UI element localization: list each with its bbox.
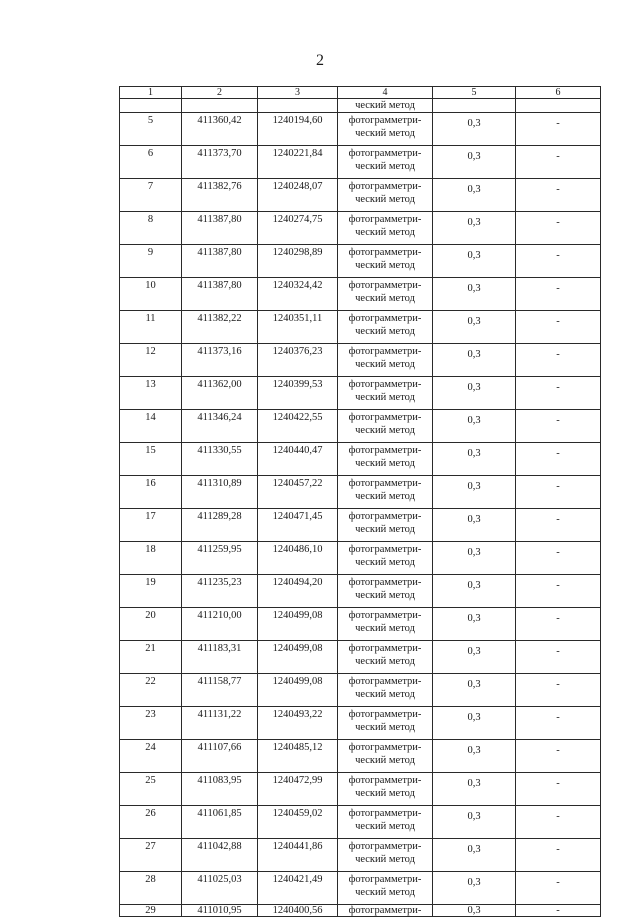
method-cell [338, 806, 433, 839]
table-row [120, 905, 601, 917]
method-cell [338, 278, 433, 311]
note-cell: - [516, 740, 601, 773]
y-coordinate-cell: 1240494,20 [258, 575, 338, 608]
x-coordinate-cell: 411131,22 [182, 707, 258, 740]
method-line-1: фотограмметри- [348, 412, 422, 423]
x-coordinate-cell: 411360,42 [182, 113, 258, 146]
note-cell: - [516, 575, 601, 608]
x-coordinate-cell: 411183,31 [182, 641, 258, 674]
table-row [120, 773, 601, 806]
y-coordinate-cell: 1240400,56 [258, 905, 338, 917]
note-cell: - [516, 509, 601, 542]
error-cell: 0,3 [433, 344, 516, 377]
method-cell [338, 212, 433, 245]
y-coordinate-cell: 1240298,89 [258, 245, 338, 278]
point-number-cell: 6 [120, 146, 182, 179]
point-number-cell: 27 [120, 839, 182, 872]
x-coordinate-cell: 411107,66 [182, 740, 258, 773]
method-line-1: фотограмметри- [348, 643, 422, 654]
table-row [120, 806, 601, 839]
method-line-2: ческий метод [355, 326, 415, 337]
x-coordinate-cell: 411373,16 [182, 344, 258, 377]
method-line-2: ческий метод [355, 557, 415, 568]
method-line-1: фотограмметри- [348, 313, 422, 324]
y-coordinate-cell: 1240248,07 [258, 179, 338, 212]
y-coordinate-cell: 1240459,02 [258, 806, 338, 839]
method-cell [338, 773, 433, 806]
note-cell: - [516, 113, 601, 146]
method-line-1: фотограмметри- [348, 478, 422, 489]
method-cell [338, 179, 433, 212]
header-cell: 5 [433, 87, 516, 99]
method-line-1: фотограмметри- [348, 610, 422, 621]
method-cell [338, 113, 433, 146]
note-cell: - [516, 542, 601, 575]
method-line-1: фотограмметри- [348, 445, 422, 456]
table-row [120, 542, 601, 575]
method-cell [338, 146, 433, 179]
table-row [120, 707, 601, 740]
x-coordinate-cell: 411387,80 [182, 212, 258, 245]
point-number-cell: 24 [120, 740, 182, 773]
x-coordinate-cell: 411310,89 [182, 476, 258, 509]
table-row [120, 212, 601, 245]
point-number-cell: 16 [120, 476, 182, 509]
method-line-2: ческий метод [355, 425, 415, 436]
x-coordinate-cell: 411210,00 [182, 608, 258, 641]
y-coordinate-cell: 1240274,75 [258, 212, 338, 245]
method-line-1: фотограмметри- [348, 676, 422, 687]
point-number-cell: 19 [120, 575, 182, 608]
table-row [120, 839, 601, 872]
y-coordinate-cell: 1240399,53 [258, 377, 338, 410]
table-row [120, 575, 601, 608]
table-row [120, 641, 601, 674]
error-cell: 0,3 [433, 146, 516, 179]
x-coordinate-cell: 411330,55 [182, 443, 258, 476]
y-coordinate-cell: 1240351,11 [258, 311, 338, 344]
method-line-2: ческий метод [355, 623, 415, 634]
x-coordinate-cell: 411346,24 [182, 410, 258, 443]
note-cell: - [516, 905, 601, 917]
note-cell: - [516, 773, 601, 806]
note-cell: - [516, 476, 601, 509]
x-coordinate-cell: 411382,76 [182, 179, 258, 212]
method-line-2: ческий метод [355, 293, 415, 304]
method-line-1: фотограмметри- [348, 214, 422, 225]
error-cell: 0,3 [433, 377, 516, 410]
table-row [120, 344, 601, 377]
y-coordinate-cell: 1240499,08 [258, 674, 338, 707]
table-row [120, 377, 601, 410]
note-cell: - [516, 344, 601, 377]
table-row [120, 674, 601, 707]
method-line-2: ческий метод [355, 491, 415, 502]
note-cell: - [516, 311, 601, 344]
note-cell: - [516, 872, 601, 905]
x-coordinate-cell: 411259,95 [182, 542, 258, 575]
point-number-cell: 23 [120, 707, 182, 740]
note-cell: - [516, 443, 601, 476]
y-coordinate-cell: 1240194,60 [258, 113, 338, 146]
method-line-1: фотограмметри- [348, 742, 422, 753]
method-line-2: ческий метод [355, 458, 415, 469]
method-line-2: ческий метод [355, 260, 415, 271]
header-cell: 2 [182, 87, 258, 99]
table-row [120, 278, 601, 311]
y-coordinate-cell: 1240493,22 [258, 707, 338, 740]
method-line-2: ческий метод [355, 821, 415, 832]
y-coordinate-cell: 1240422,55 [258, 410, 338, 443]
method-line-2: ческий метод [355, 887, 415, 898]
note-cell: - [516, 410, 601, 443]
table-cell [258, 99, 338, 113]
error-cell: 0,3 [433, 179, 516, 212]
header-cell: 3 [258, 87, 338, 99]
method-cell [338, 641, 433, 674]
y-coordinate-cell: 1240485,12 [258, 740, 338, 773]
y-coordinate-cell: 1240376,23 [258, 344, 338, 377]
point-number-cell: 28 [120, 872, 182, 905]
y-coordinate-cell: 1240457,22 [258, 476, 338, 509]
method-line-2: ческий метод [355, 359, 415, 370]
error-cell: 0,3 [433, 641, 516, 674]
point-number-cell: 14 [120, 410, 182, 443]
error-cell: 0,3 [433, 773, 516, 806]
method-line-2: ческий метод [355, 194, 415, 205]
x-coordinate-cell: 411362,00 [182, 377, 258, 410]
error-cell: 0,3 [433, 278, 516, 311]
note-cell: - [516, 146, 601, 179]
note-cell: - [516, 608, 601, 641]
x-coordinate-cell: 411387,80 [182, 245, 258, 278]
error-cell: 0,3 [433, 245, 516, 278]
x-coordinate-cell: 411373,70 [182, 146, 258, 179]
method-cell [338, 344, 433, 377]
y-coordinate-cell: 1240499,08 [258, 608, 338, 641]
method-cell: фотограмметри- [338, 905, 433, 917]
table-cell [182, 99, 258, 113]
method-cell [338, 608, 433, 641]
error-cell: 0,3 [433, 113, 516, 146]
method-cell [338, 377, 433, 410]
x-coordinate-cell: 411387,80 [182, 278, 258, 311]
table-row [120, 311, 601, 344]
error-cell: 0,3 [433, 806, 516, 839]
method-line-2: ческий метод [355, 392, 415, 403]
note-cell: - [516, 179, 601, 212]
point-number-cell: 8 [120, 212, 182, 245]
table-row [120, 740, 601, 773]
y-coordinate-cell: 1240221,84 [258, 146, 338, 179]
table-cell [433, 99, 516, 113]
method-cell [338, 245, 433, 278]
error-cell: 0,3 [433, 839, 516, 872]
method-cell [338, 707, 433, 740]
note-cell: - [516, 674, 601, 707]
method-cell [338, 410, 433, 443]
error-cell: 0,3 [433, 542, 516, 575]
method-line-1: фотограмметри- [348, 115, 422, 126]
point-number-cell: 22 [120, 674, 182, 707]
x-coordinate-cell: 411083,95 [182, 773, 258, 806]
method-line-1: фотограмметри- [348, 379, 422, 390]
point-number-cell: 20 [120, 608, 182, 641]
method-cell [338, 509, 433, 542]
point-number-cell: 25 [120, 773, 182, 806]
table-row [120, 476, 601, 509]
y-coordinate-cell: 1240441,86 [258, 839, 338, 872]
table-row [120, 146, 601, 179]
method-line-2: ческий метод [355, 722, 415, 733]
page-number: 2 [316, 52, 324, 69]
x-coordinate-cell: 411289,28 [182, 509, 258, 542]
method-line-1: фотограмметри- [348, 511, 422, 522]
method-line-2: ческий метод [355, 227, 415, 238]
header-cell: 6 [516, 87, 601, 99]
y-coordinate-cell: 1240499,08 [258, 641, 338, 674]
table-row [120, 872, 601, 905]
header-cell: 1 [120, 87, 182, 99]
note-cell: - [516, 212, 601, 245]
error-cell: 0,3 [433, 674, 516, 707]
method-line-1: фотограмметри- [348, 181, 422, 192]
method-line-2: ческий метод [355, 689, 415, 700]
error-cell: 0,3 [433, 707, 516, 740]
error-cell: 0,3 [433, 608, 516, 641]
method-line-1: фотограмметри- [348, 874, 422, 885]
table-row [120, 509, 601, 542]
point-number-cell: 5 [120, 113, 182, 146]
table-row [120, 245, 601, 278]
error-cell: 0,3 [433, 740, 516, 773]
x-coordinate-cell: 411382,22 [182, 311, 258, 344]
method-line-2: ческий метод [355, 524, 415, 535]
x-coordinate-cell: 411158,77 [182, 674, 258, 707]
header-cell: 4 [338, 87, 433, 99]
error-cell: 0,3 [433, 311, 516, 344]
method-line-1: фотограмметри- [348, 841, 422, 852]
point-number-cell: 18 [120, 542, 182, 575]
table-row [120, 113, 601, 146]
table-cell [516, 99, 601, 113]
table-row [120, 179, 601, 212]
method-line-1: фотограмметри- [348, 808, 422, 819]
note-cell: - [516, 641, 601, 674]
error-cell: 0,3 [433, 410, 516, 443]
note-cell: - [516, 377, 601, 410]
method-line-1: фотограмметри- [348, 346, 422, 357]
error-cell: 0,3 [433, 476, 516, 509]
y-coordinate-cell: 1240472,99 [258, 773, 338, 806]
method-cell [338, 476, 433, 509]
method-cell [338, 311, 433, 344]
method-line-2: ческий метод [355, 128, 415, 139]
method-line-1: фотограмметри- [348, 577, 422, 588]
error-cell: 0,3 [433, 575, 516, 608]
error-cell: 0,3 [433, 509, 516, 542]
method-cell: ческий метод [338, 99, 433, 113]
y-coordinate-cell: 1240471,45 [258, 509, 338, 542]
y-coordinate-cell: 1240486,10 [258, 542, 338, 575]
method-line-2: ческий метод [355, 788, 415, 799]
method-line-1: фотограмметри- [348, 775, 422, 786]
point-number-cell: 29 [120, 905, 182, 917]
x-coordinate-cell: 411061,85 [182, 806, 258, 839]
method-line-2: ческий метод [355, 755, 415, 766]
table-row [120, 410, 601, 443]
method-line-1: фотограмметри- [348, 247, 422, 258]
method-line-1: фотограмметри- [348, 148, 422, 159]
table-cell [120, 99, 182, 113]
point-number-cell: 11 [120, 311, 182, 344]
note-cell: - [516, 839, 601, 872]
point-number-cell: 12 [120, 344, 182, 377]
coordinates-table [119, 86, 601, 917]
error-cell: 0,3 [433, 872, 516, 905]
method-cell [338, 740, 433, 773]
point-number-cell: 7 [120, 179, 182, 212]
method-line-2: ческий метод [355, 161, 415, 172]
error-cell: 0,3 [433, 905, 516, 917]
method-cell [338, 542, 433, 575]
x-coordinate-cell: 411010,95 [182, 905, 258, 917]
x-coordinate-cell: 411235,23 [182, 575, 258, 608]
point-number-cell: 17 [120, 509, 182, 542]
method-line-2: ческий метод [355, 854, 415, 865]
x-coordinate-cell: 411025,03 [182, 872, 258, 905]
note-cell: - [516, 806, 601, 839]
method-cell [338, 839, 433, 872]
method-line-1: фотограмметри- [348, 544, 422, 555]
point-number-cell: 15 [120, 443, 182, 476]
header-row [120, 87, 601, 99]
method-line-1: фотограмметри- [348, 280, 422, 291]
note-cell: - [516, 245, 601, 278]
method-cell [338, 872, 433, 905]
point-number-cell: 21 [120, 641, 182, 674]
method-cell [338, 674, 433, 707]
note-cell: - [516, 707, 601, 740]
point-number-cell: 9 [120, 245, 182, 278]
point-number-cell: 13 [120, 377, 182, 410]
error-cell: 0,3 [433, 443, 516, 476]
method-line-2: ческий метод [355, 656, 415, 667]
x-coordinate-cell: 411042,88 [182, 839, 258, 872]
y-coordinate-cell: 1240421,49 [258, 872, 338, 905]
y-coordinate-cell: 1240324,42 [258, 278, 338, 311]
table-row [120, 608, 601, 641]
continuation-row [120, 99, 601, 113]
y-coordinate-cell: 1240440,47 [258, 443, 338, 476]
method-cell [338, 443, 433, 476]
method-line-2: ческий метод [355, 590, 415, 601]
point-number-cell: 26 [120, 806, 182, 839]
table-row [120, 443, 601, 476]
method-line-1: фотограмметри- [348, 709, 422, 720]
note-cell: - [516, 278, 601, 311]
method-cell [338, 575, 433, 608]
point-number-cell: 10 [120, 278, 182, 311]
error-cell: 0,3 [433, 212, 516, 245]
